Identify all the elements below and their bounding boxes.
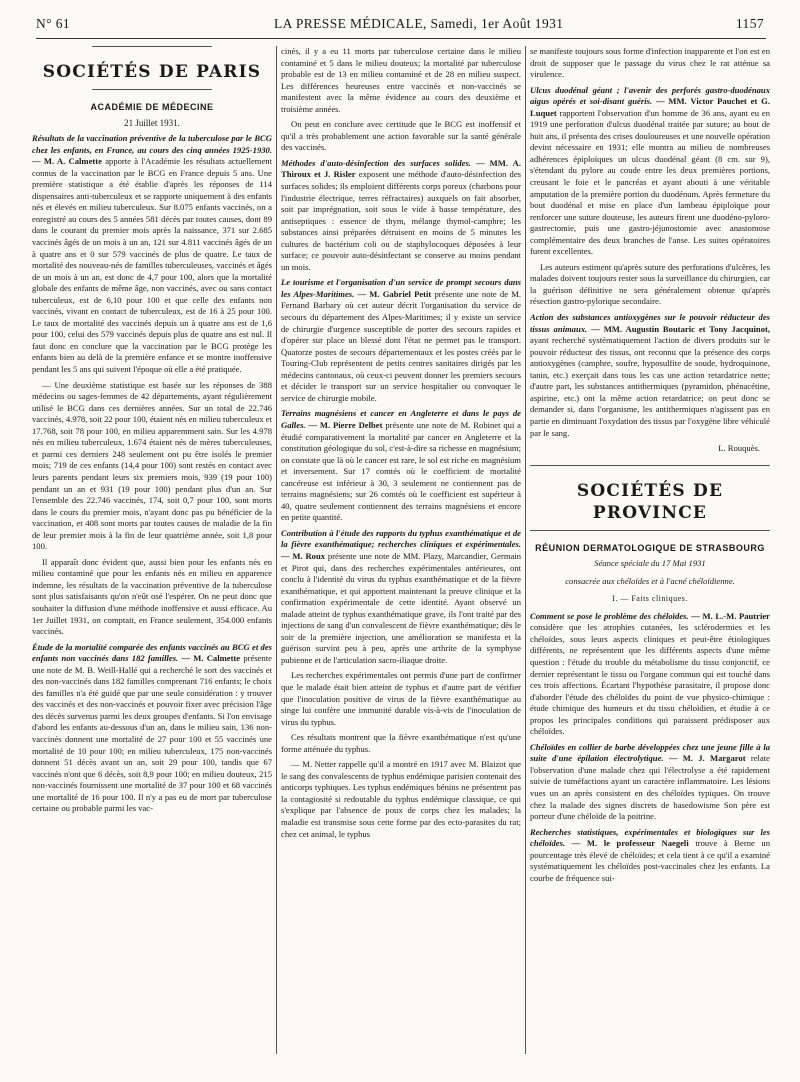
article-author: — M. Roux <box>281 550 326 561</box>
issue-number: N° 61 <box>36 16 71 31</box>
article-author: — M. Gabriel Petit <box>357 288 432 299</box>
article <box>530 85 770 258</box>
article-author: — M. Calmette <box>181 653 241 664</box>
paragraph: Il apparaît donc évident que, aussi bien pour les enfants nés en milieu contaminé que pour les enfants nés en milieu en apparence indemne, les résultats de la vaccination préventive de la tuberculose sont plus satisfaisants qu'on n'eût osé l'espérer. On ne peut donc que souhaiter la diffusion d'une méthode inoffensive et aussi efficace. Au 1er Juillet 1931, on comptait, en France seulement, 354.000 enfants vaccinés. <box>32 556 272 637</box>
article-author: — M. L.-M. Pautrier <box>691 610 770 621</box>
article-author: — M. A. Calmette <box>32 156 102 167</box>
section-title-province: SOCIÉTÉS DE PROVINCE <box>576 480 724 523</box>
article <box>281 528 521 667</box>
article <box>32 642 272 815</box>
article-author: — M. Pierre Delbet <box>308 419 383 430</box>
article-author: — MM. A. Thiroux et J. Risler <box>281 157 521 180</box>
article-author: — MM. Victor Pauchet et G. Luquet <box>530 96 770 118</box>
article-text: considère que les atrophies cutanées, les sclérodermies et les chéloïdes, sous leurs aspects cliniques et peut-être étiologiques différents, ne représentent que les différents aspects d'une même question : l'étude du trouble du métabolisme du tissu conjonctif, ce dernier représentant le tissu ou l'organe commun qui est touché dans ces trois affections. Écartant l'hypothèse parasitaire, il propose donc d'aborder l'étude des chéloïdes du point de vue physico-chimique : étude chimique des humeurs et du tissu chéloïdien, et étudie à ce propos les principales conditions qui paraissent prédisposer aux chéloïdes. <box>530 622 770 737</box>
article-title: Le tourisme et l'organisation d'un service de prompt secours dans les Alpes-Maritimes. <box>281 277 521 299</box>
paragraph: Les recherches expérimentales ont permis d'une part de confirmer que le malade était bien atteint de typhus et d'autre part de vérifier que l'inoculation positive de virus de la fièvre exanthématique au singe lui confère une immunité durable vis-à-vis de l'inoculation de virus du typhus. <box>281 670 521 727</box>
paragraph: cinés, il y a eu 11 morts par tuberculose certaine dans le milieu contaminé et 5 dans le milieu douteux; la mortalité par tuberculose probable est de 13 en milieu contaminé et de 28 en milieu suspect. Les différences heureuses entre vaccinés et non-vaccinés se manifestent avec la même évidence au cours des deuxième et troisième années. <box>281 46 521 114</box>
society-name: RÉUNION DERMATOLOGIQUE DE STRASBOURG <box>535 542 765 553</box>
paragraph: Les auteurs estiment qu'après suture des perforations d'ulcères, les malades doivent toujours rester sous la surveillance du chirurgien, car la guérison définitive ne sera généralement obtenue qu'après résection gastro-pylorique secondaire. <box>530 261 770 307</box>
header-rule <box>36 38 766 39</box>
article <box>530 611 770 738</box>
page-number: 1157 <box>735 16 764 31</box>
signature: L. Rouquès. <box>718 443 760 454</box>
divider <box>92 89 212 90</box>
article-text: exposent une méthode d'auto-désinfection des surfaces solides; ils emploient différents corps poreux (charbons pour l'industrie électrique, terres réfractaires) auxquels on fait absorber, soit par imprégnation, soit sous le vide à basse température, des antiseptiques : essence de thym, mélange thymol-camphre; les substances ainsi préparées détruisent en moins de 5 minutes les cultures de bactérium coli ou de staphylocoques déposées à leur surface; ce pouvoir auto-désinfectant se conserve au moins pendant un mois. <box>281 169 521 272</box>
article-author: — MM. Augustin Boutaric et Tony Jacquinot, <box>591 323 771 334</box>
column-separator <box>525 46 526 1054</box>
session-date: 21 Juillet 1931. <box>124 117 180 128</box>
column-3 <box>530 46 770 888</box>
article-text: présente une note de M. Robinet qui a étudié comparativement la mortalité par cancer en Angleterre et la constitution géologique du sol, c'est-à-dire sa richesse en magnésium; on constate que là où le cancer est rare, le sol est riche en magnésium et inversement. Sur 17 comtés où le coefficient de mortalité cancéreuse est inférieur à 30, 3 seulement ne contiennent pas de terrains magnésiens; sur 26 comtés où le coefficient est supérieur à 40, quatre seulement contiennent des terrains magnésiens et encore en petite quantité. <box>281 419 521 523</box>
article-title: Contribution à l'étude des rapports du typhus exanthématique et de la fièvre exanthématique; recherches cliniques et expérimentales. <box>281 527 521 550</box>
page-header <box>30 16 770 40</box>
paragraph: Ces résultats montrent que la fièvre exanthématique n'est qu'une forme atténuée du typhus. <box>281 732 521 754</box>
article-text: relate l'observation d'une malade chez qui l'électrolyse a été rapidement suivie de tuméfactions ayant un caractère inflammatoire. Les lésions vues un an après consistent en des chéloïdes typiques. On trouve chez la malade des signes discrets de basedowisme Son père est porteur d'une chéloïde de la poitrine. <box>530 753 770 822</box>
paragraph: se manifeste toujours sous forme d'infection inapparente et l'on est en droit de supposer que le passage du virus chez le rat atténue sa virulence. <box>530 46 770 80</box>
column-separator <box>276 46 277 1054</box>
article <box>281 158 521 273</box>
article-title: Terrains magnésiens et cancer en Angleterre et dans le pays de Galles. <box>281 408 521 430</box>
section-title-paris: SOCIÉTÉS DE PARIS <box>42 62 262 82</box>
journal-title: LA PRESSE MÉDICALE, Samedi, 1er Août 1931 <box>274 16 564 31</box>
article-title: Méthodes d'auto-désinfection des surfaces solides. <box>281 157 471 168</box>
paragraph: — Une deuxième statistique est basée sur les réponses de 388 médecins ou sages-femmes de 42 départements, ayant régulièrement utilisé le BCG dans ces dernières années. Sur un total de 22.746 vaccinés, 4.978, soit 22 pour 100, étaient nés en milieu tuberculeux et 17.768, soit 78 pour 100, en milieu apparemment sain. Sur les 4.978 nés en milieu tuberculeux, 1.674 étaient nés de mères tuberculeuses, et parmi ces derniers 248 seulement ont pu être isolés le premier mois; 719 de ces enfants (14,4 pour 100) sont restés en contact avec leurs parents pendant leurs six premiers mois, 939 (19 pour 100) pendant un an et 931 (19 pour 100) pendant plus d'un an. Sur l'ensemble des 22.746 vaccinés, 174, soit 0,7 pour 100, sont morts dans le cours du premier mois, n'ayant donc pas pu bénéficier de la vaccination, et 408 sont morts par toutes causes de maladie de la fin de leur premier mois à la fin de leur quatrième année, soit 1,8 pour 100. <box>32 379 272 552</box>
article-author: — M. J. Margarot <box>668 753 746 764</box>
article <box>530 742 770 823</box>
article-text: présente une note de M. Fernand Barbary où cet auteur décrit l'organisation du service de secours du département des Alpes-Maritimes; il y existe un service de chirurgie d'urgence susceptible de porter des secours rapides et d'opérer sur place un blessé dont l'état ne permet pas le transport. Quatorze postes de secours départementaux et les postes créés par le Touring-Club représentent de petits centres sanitaires dirigés par les médecins cantonaux, où ceux-ci peuvent donner les premiers secours et décider le transport sur un service hospitalier ou convoquer le service de chirurgie mobile. <box>281 288 521 403</box>
article-title: Comment se pose le problème des chéloïdes. <box>530 610 689 621</box>
article-title: Étude de la mortalité comparée des enfants vaccinés au BCG et des enfants non vaccinés dans 182 familles. <box>32 641 272 664</box>
article-author: — M. le professeur Naegeli <box>571 838 689 849</box>
article <box>530 312 770 439</box>
article-title: Action des substances antioxygènes sur le pouvoir réducteur des tissus animaux. <box>530 312 770 334</box>
article <box>32 133 272 375</box>
article-text: ayant recherché systématiquement l'action de divers produits sur le pouvoir réducteur des tissus, ont reconnu que la présence des corps antioxygènes (camphre, soufre, hyposulfite de soude, hydroquinone, tanin, etc.) exerçait dans tous les cas une action retardatrice nette; d'autre part, les substances antithermiques (pyramidon, phénacétine, aspirine, etc.) ont la même action retardatrice; on peut donc se demander si, dans l'organisme, les antithermiques n'agissent pas en partie en diminuant l'oxydation des tissus par l'oxygène libre véhiculé par le sang. <box>530 335 770 438</box>
article <box>281 277 521 404</box>
divider <box>92 46 212 47</box>
divider <box>530 530 770 531</box>
column-2 <box>281 46 521 844</box>
article-text: rapportent l'observation d'un homme de 36 ans, ayant eu en 1919 une perforation d'ulcus duodénal traitée par suture; au bout de huit ans, il présenta des crises douloureuses et une nouvelle opération devint nécessaire en 1931; elle montra au milieu de nombreuses adhérences épiploïques un ulcus duodénal géant (8 cm. sur 9), s'étendant du pylore au coude entre les deux premières portions, creusant le foie et le pancréas et ayant abouti à une véritable amputation de la première portion du duodénum. Après fermeture du bout duodénal et mise en place d'un lambeau épiploïque pour renforcer une suture douteuse, les auteurs firent une duodéno-pyloro-gastrectomie, puis une gastro-jéjunostomie avec anastomose complémentaire des deux branches de l'anse. Les suites opératoires furent excellentes. <box>530 107 770 257</box>
paragraph: — M. Netter rappelle qu'il a montré en 1917 avec M. Blaizot que le sang des convalescents de typhus endémique parisien contenait des anticorps typhiques. Les typhus endémiques bénins ne présentent pas la contagiosité si redoutable du typhus endémique classique, ce qui s'explique par l'absence de poux de corps chez les malades; la maladie est transmise sous cette forme par des ecto-parasites du rat; chez cet animal, le typhus <box>281 759 521 839</box>
article-title: Recherches statistiques, expérimentales et biologiques sur les chéloïdes. <box>530 826 770 849</box>
divider <box>530 465 770 466</box>
session-date: Séance spéciale du 17 Mai 1931 <box>594 558 706 569</box>
article-text: présente une note de MM. Plazy, Marcandier, Germain et Pirot qui, dans des recherches expérimentales antérieures, ont conclu à l'identité du virus du typhus exanthématique et de la fièvre exanthématique, et qui apportent maintenant la preuve clinique et la confirmation expérimentale de cette identité. Ayant observé un malade atteint de typhus exanthématique grave, ils l'ont traité par des injections de sang d'un convalescent de fièvre exanthématique; dès le soir de la première injection, une amélioration se manifesta et la guérison survint peu à peu, après une arthrite de la symphyse pubienne et de l'articulation sacro-iliaque droite. <box>281 550 522 665</box>
column-1 <box>32 46 272 819</box>
article-title: Chéloïdes en collier de barbe développées chez une jeune fille à la suite d'une épilation électrolytique. <box>530 741 770 764</box>
article-text: trouve à Berne un pourcentage très élevé de chéloïdes; et cela tient à ce qu'il a examiné systématiquement les chéloïdes post-vaccinales chez les enfants. La courbe de fréquence sui- <box>530 838 771 883</box>
article-title: Ulcus duodénal géant ; l'avenir des perforés gastro-duodénaux aigus opérés et soi-disant guéris. <box>530 84 770 107</box>
session-subject: consacrée aux chéloïdes et à l'acné chéloïdienne. <box>565 575 735 586</box>
article <box>281 408 521 523</box>
article-title: Résultats de la vaccination préventive de la tuberculose par le BCG chez les enfants, en France, au cours des cinq années 1925-1930. <box>32 133 272 155</box>
article <box>530 827 770 885</box>
article-text: présente une note de M. B. Weill-Hallé qui a recherché le sort des vaccinés et des non-vaccinés dans 182 familles comprenant 716 enfants; le choix des familles n'a été guidé que par une seule considération : y trouver des vaccinés et des non-vaccinés et pouvoir fixer avec précision l'âge des décès survenus parmi les deux groupes d'enfants. Si l'on envisage d'abord les enfants au-dessous d'un an, dans le milieu sain, 136 non-vaccinés donnent une mortalité de 27 pour 100 et 55 vaccinés une mortalité de 10 pour 100; en milieu tuberculeux, 175 non-vaccinés donnent 51 décès avant un an, soit 29 pour 100, tandis que 67 vaccinés n'ont que 6 décès, soit 8,9 pour 100; en milieu douteux, 215 non-vaccinés fournissent une mortalité de 37 pour 100 et 68 vaccinés une mortalité de 16 pour 100. Il n'y a pas eu de mort par tuberculose certaine ou probable parmi les vac- <box>32 653 272 814</box>
part-heading: I. — Faits cliniques. <box>612 594 688 604</box>
society-name: ACADÉMIE DE MÉDECINE <box>90 102 214 112</box>
paragraph: On peut en conclure avec certitude que le BCG est inoffensif et qu'il a très probablement une action favorable sur la santé générale des vaccinés. <box>281 119 521 153</box>
article-text: apporte à l'Académie les résultats actuellement connus de la vaccination par le BCG en France depuis 5 ans. Une première statistique a été établie d'après les réponses de 114 dispensaires anti-tuberculeux et se rapporte uniquement à des enfants nés et élevés en milieu tuberculeux. Sur 8.075 enfants vaccinés, on a enregistré au cours des 5 années 581 décès par toutes causes, dont 89 dans le courant du premier mois après la naissance, 371 sur 2.685 vaccinés âgés de un mois à un an, 121 sur 4.811 vaccinés âgés de un à quatre ans et 0 sur 579 vaccinés de plus de quatre. Le taux de mortalité des nouveau-nés de familles tuberculeuses, vaccinés et âgés de un mois à un an, est donc de 4,7 pour 100, alors que la mortalité globale des enfants de même âge, non vaccinés, avec ou sans contact tuberculeux, est de 6,10 pour 100 et que celle des enfants non vaccinés, vivant en contact de tuberculeux, est de 16 à 25 pour 100. Le taux de mortalité des vaccinés depuis un à quatre ans est de 1,6 pour 100, celui des 579 vaccinés depuis plus de quatre ans est nul. Il faut donc en conclure que la vaccination par le BCG protège les enfants bien au delà de la première enfance et se montre inoffensive pendant les 5 ans qui suivent l'époque où elle a été pratiquée. <box>32 156 272 375</box>
